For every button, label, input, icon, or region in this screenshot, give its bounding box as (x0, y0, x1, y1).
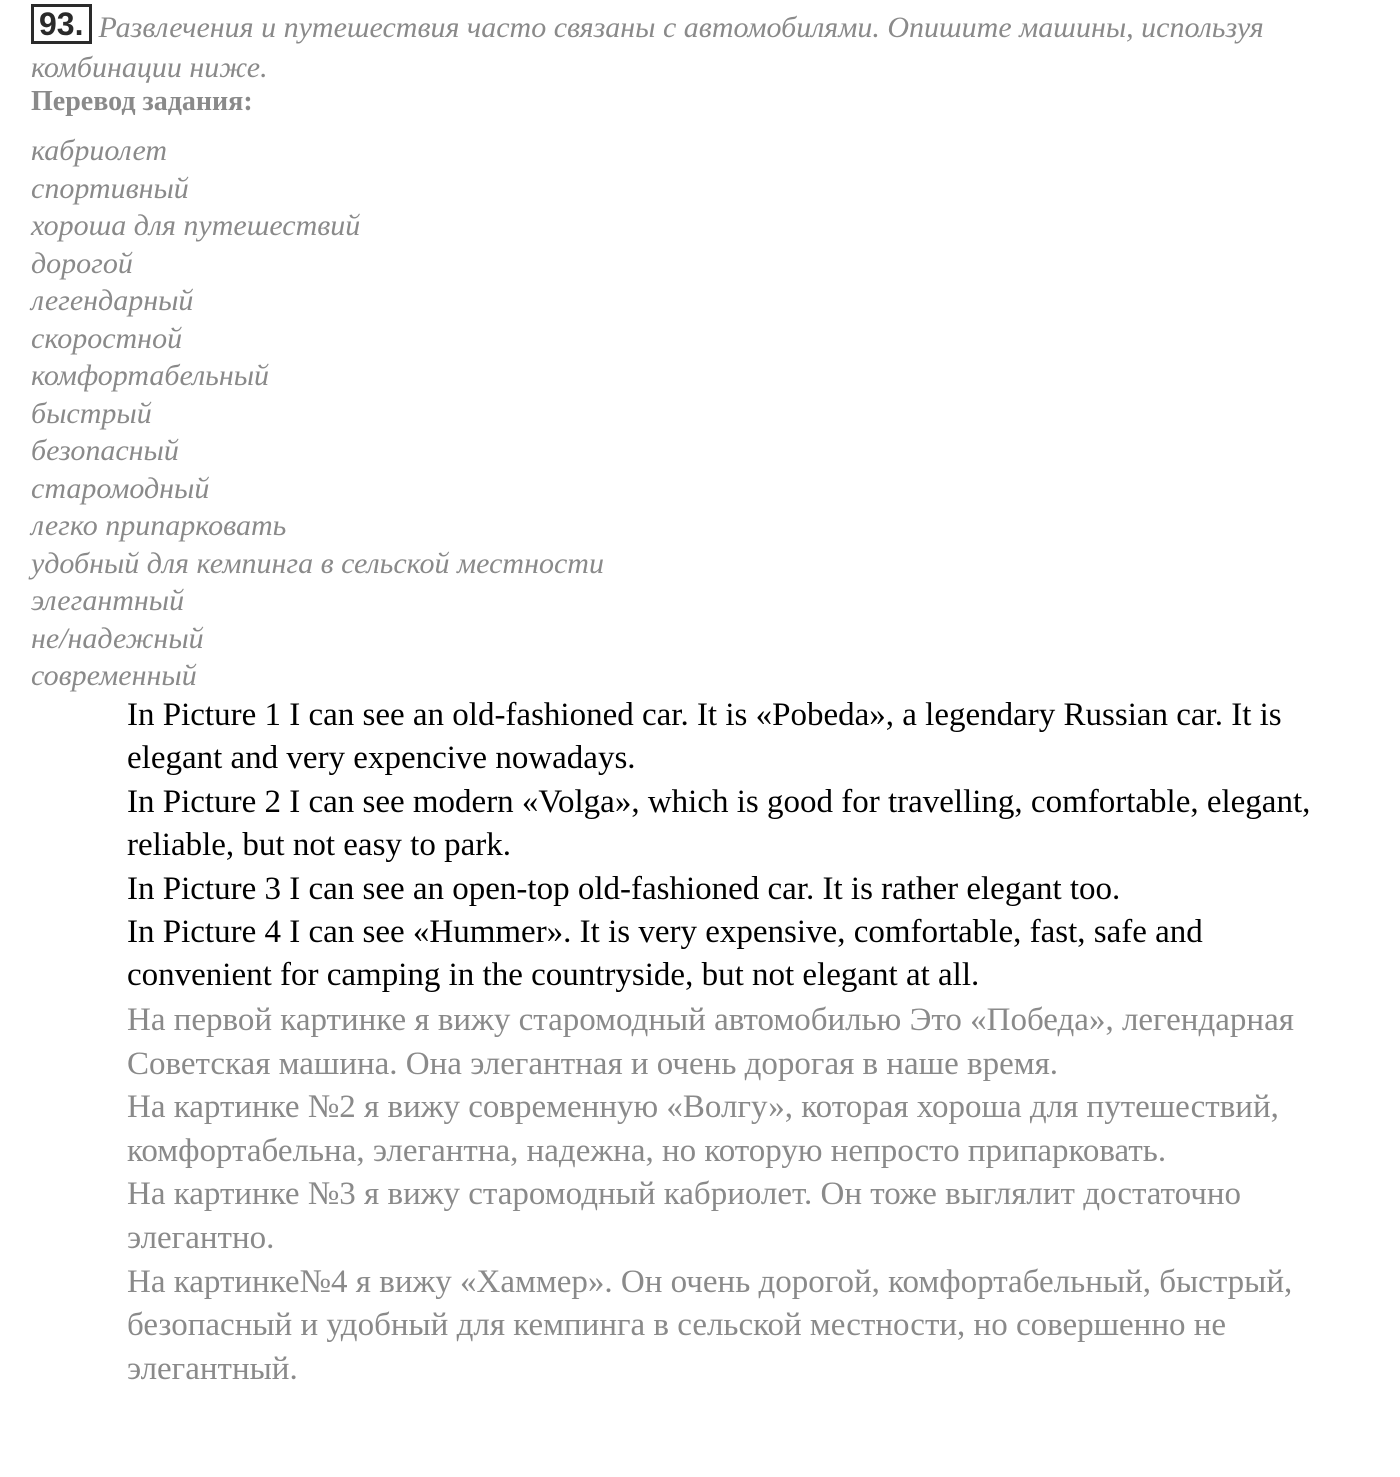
answer-ru-paragraph: На первой картинке я вижу старомодный автомобилью Это «Победа», легендарная Советская машина. Она элегантная и очень дорогая в наше время. (127, 1002, 1294, 1082)
word-list-item: дорогой (31, 246, 133, 280)
task-number: 93. (31, 4, 92, 44)
word-list-item: удобный для кемпинга в сельской местности (31, 546, 604, 580)
answer-en-paragraph: In Picture 3 I can see an open-top old-fashioned car. It is rather elegant too. (127, 870, 1121, 907)
answer-ru-paragraph: На картинке №3 я вижу старомодный кабриолет. Он тоже выглялит достаточно элегантно. (127, 1176, 1241, 1256)
word-list (31, 132, 604, 695)
word-list-item: кабриолет (31, 134, 168, 167)
answer-en-paragraph: In Picture 4 I can see «Hummer». It is very expensive, comfortable, fast, safe and convenient for camping in the countryside, but not elegant at all. (127, 914, 1203, 994)
translation-title: Перевод задания: (31, 86, 253, 117)
task-header (31, 4, 1371, 88)
word-list-item: не/надежный (31, 621, 204, 655)
word-list-item: комфортабельный (31, 359, 270, 392)
word-list-item: элегантный (31, 584, 185, 617)
word-list-item: старомодный (31, 471, 210, 505)
word-list-item: спортивный (31, 171, 189, 205)
word-list-item: легендарный (31, 284, 194, 317)
answer-english (127, 694, 1327, 998)
word-list-item: быстрый (31, 396, 152, 430)
word-list-item: легко припарковать (31, 509, 287, 542)
answer-ru-paragraph: На картинке №2 я вижу современную «Волгу», которая хороша для путешествий, комфортабельна, элегантна, надежна, но которую непросто припарковать. (127, 1089, 1279, 1169)
task-instruction: Развлечения и путешествия часто связаны с автомобилями. Опишите машины, используя комбинации ниже. (31, 11, 1264, 84)
answer-en-paragraph: In Picture 2 I can see modern «Volga», which is good for travelling, comfortable, elegant, reliable, but not easy to park. (127, 783, 1311, 864)
word-list-item: безопасный (31, 434, 179, 467)
word-list-item: хороша для путешествий (31, 209, 361, 242)
answer-en-paragraph: In Picture 1 I can see an old-fashioned car. It is «Pobeda», a legendary Russian car. It is elegant and very expencive nowadays. (127, 697, 1282, 777)
word-list-item: современный (31, 659, 197, 692)
answer-ru-paragraph: На картинке№4 я вижу «Хаммер». Он очень дорогой, комфортабельный, быстрый, безопасный и удобный для кемпинга в сельской местности, но совершенно не элегантный. (127, 1263, 1293, 1387)
word-list-item: скоростной (31, 321, 183, 355)
answer-russian (127, 999, 1337, 1391)
